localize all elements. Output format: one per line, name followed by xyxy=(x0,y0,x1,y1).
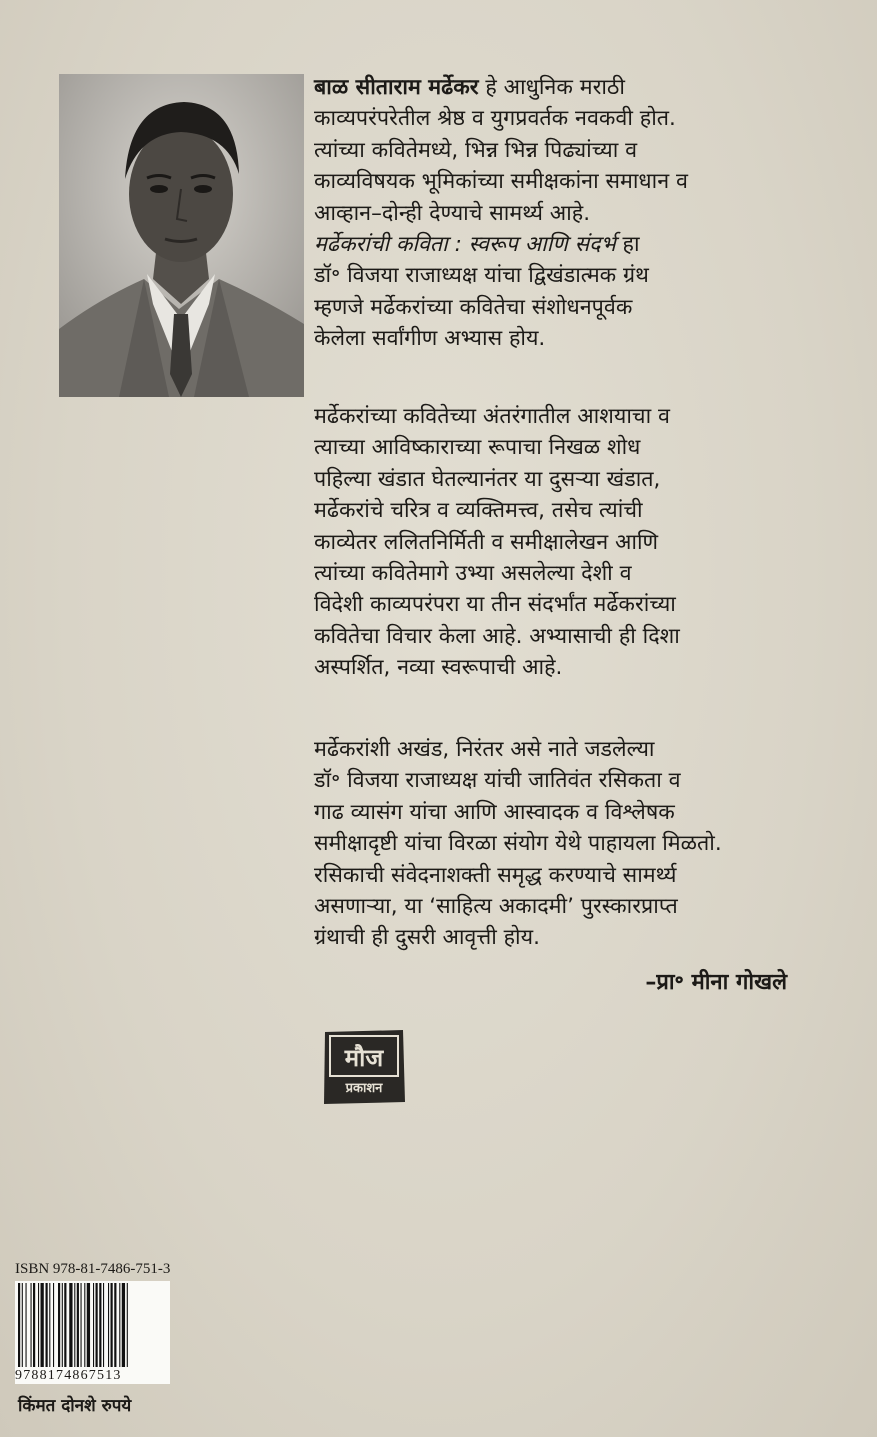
isbn-number: ISBN 978-81-7486-751-3 xyxy=(15,1261,171,1277)
barcode-bar xyxy=(74,1283,75,1367)
barcode-bar xyxy=(114,1283,116,1367)
barcode-bar xyxy=(119,1283,120,1367)
publisher-logo xyxy=(321,1026,407,1106)
intro-line: म्हणजे मर्ढेकरांच्या कवितेचा संशोधनपूर्वक xyxy=(314,294,633,320)
publisher-logo-caption: प्रकाशन xyxy=(345,1081,383,1096)
intro-paragraph xyxy=(314,72,859,355)
book-title: मर्ढेकरांची कविता : स्वरूप आणि संदर्भ xyxy=(314,232,616,258)
barcode-bar xyxy=(108,1283,109,1367)
intro-line-text: हा xyxy=(615,232,640,258)
barcode-bar xyxy=(22,1283,23,1367)
blurb-author: –प्रा॰ मीना गोखले xyxy=(645,970,787,995)
barcode-bar xyxy=(18,1283,20,1367)
barcode-bar xyxy=(81,1283,82,1367)
barcode-bar xyxy=(58,1283,60,1367)
barcode xyxy=(15,1281,170,1381)
intro-line: केलेला सर्वांगीण अभ्यास होय. xyxy=(314,326,546,352)
barcode-bar xyxy=(49,1283,50,1367)
barcode-bars xyxy=(15,1281,170,1369)
barcode-bar xyxy=(64,1283,66,1367)
portrait-illustration xyxy=(59,74,304,397)
barcode-bar xyxy=(99,1283,101,1367)
barcode-bar xyxy=(96,1283,98,1367)
barcode-bar xyxy=(38,1283,39,1367)
barcode-bar xyxy=(84,1283,85,1367)
intro-line xyxy=(314,229,859,260)
barcode-bar xyxy=(53,1283,54,1367)
intro-line-text: हे आधुनिक मराठी xyxy=(478,75,625,100)
intro-line: काव्यपरंपरेतील श्रेष्ठ व युगप्रवर्तक नवकवी होत. xyxy=(314,106,676,132)
publisher-logo-mark-text: मौज xyxy=(344,1044,384,1072)
barcode-bar xyxy=(33,1283,35,1367)
barcode-bar xyxy=(111,1283,113,1367)
barcode-digits: 9788174867513 xyxy=(15,1368,170,1384)
barcode-bar xyxy=(46,1283,48,1367)
barcode-bar xyxy=(41,1283,44,1367)
author-portrait-photo xyxy=(59,74,304,397)
barcode-bar xyxy=(87,1283,90,1367)
intro-line: काव्यविषयक भूमिकांच्या समीक्षकांना समाधान व xyxy=(314,169,688,195)
barcode-bar xyxy=(127,1283,128,1367)
barcode-bar xyxy=(103,1283,104,1367)
barcode-bar xyxy=(62,1283,63,1367)
barcode-bar xyxy=(77,1283,79,1367)
third-paragraph: मर्ढेकरांशी अखंड, निरंतर असे नाते जडलेल्या डॉ॰ विजया राजाध्यक्ष यांची जातिवंत रसिकता व गाढ व्यासंग यांचा आणि आस्वादक व विश्लेषक समीक्षादृष्टी यांचा विरळा संयोग येथे पाहायला मिळतो. रसिकाची संवेदनाशक्ती समृद्ध करण्याचे सामर्थ्य असणाऱ्या, या ‘साहित्य अकादमी’ पुरस्कारप्राप्त ग्रंथाची ही दुसरी आवृत्ती होय. xyxy=(314,737,722,951)
intro-line xyxy=(314,72,859,103)
barcode-bar xyxy=(122,1283,125,1367)
intro-line: आव्हान–दोन्ही देण्याचे सामर्थ्य आहे. xyxy=(314,200,591,226)
second-paragraph: मर्ढेकरांच्या कवितेच्या अंतरंगातील आशयाचा व त्याच्या आविष्काराच्या रूपाचा निखळ शोध पहिल्या खंडात घेतल्यानंतर या दुसऱ्या खंडात, मर्ढेकरांचे चरित्र व व्यक्तिमत्त्व, तसेच त्यांची काव्येतर ललितनिर्मिती व समीक्षालेखन आणि त्यांच्या कवितेमागे उभ्या असलेल्या देशी व विदेशी काव्यपरंपरा या तीन संदर्भांत मर्ढेकरांच्या कवितेचा विचार केला आहे. अभ्यासाची ही दिशा अस्पर्शित, नव्या स्वरूपाची आहे. xyxy=(314,404,680,681)
intro-line: त्यांच्या कवितेमध्ये, भिन्न भिन्न पिढ्यांच्या व xyxy=(314,137,638,163)
price-label: किंमत दोनशे रुपये xyxy=(18,1396,132,1416)
barcode-bar xyxy=(31,1283,32,1367)
barcode-bar xyxy=(69,1283,72,1367)
barcode-bar xyxy=(26,1283,27,1367)
intro-line: डॉ॰ विजया राजाध्यक्ष यांचा द्विखंडात्मक ग्रंथ xyxy=(314,263,649,289)
barcode-bar xyxy=(93,1283,94,1367)
poet-name: बाळ सीताराम मर्ढेकर xyxy=(314,75,479,100)
